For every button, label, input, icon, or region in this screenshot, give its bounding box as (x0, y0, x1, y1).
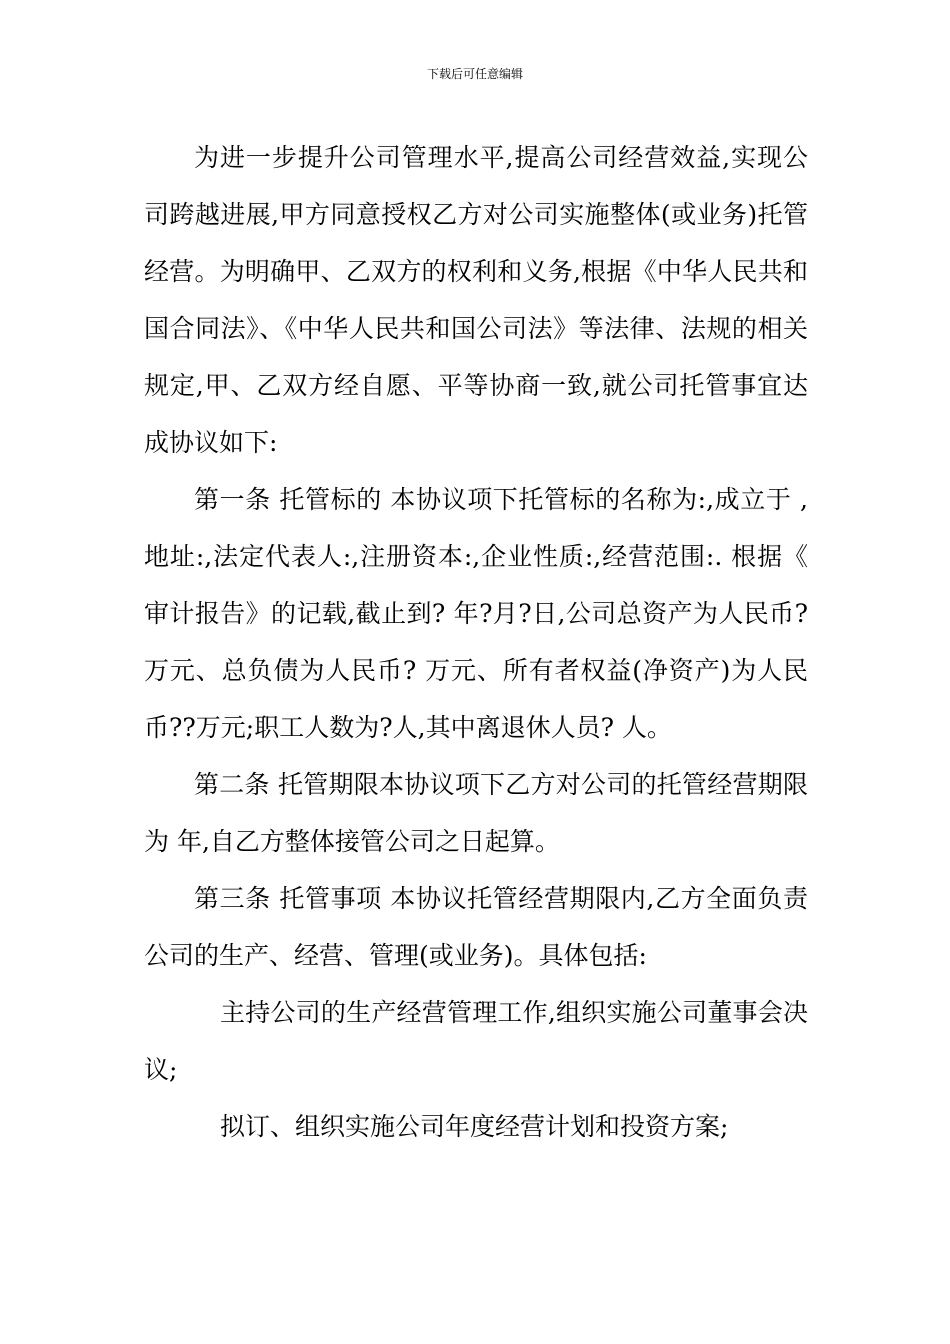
paragraph-article-3: 第三条 托管事项 本协议托管经营期限内,乙方全面负责公司的生产、经营、管理(或业务)。具体包括: (144, 884, 808, 970)
paragraph-item-1: 主持公司的生产经营管理工作,组织实施公司董事会决议; (144, 998, 808, 1084)
document-body (144, 129, 808, 1155)
page-header: 下载后可任意编辑 (426, 67, 523, 81)
paragraph-intro: 为进一步提升公司管理水平,提高公司经营效益,实现公司跨越进展,甲方同意授权乙方对公司实施整体(或业务)托管经营。为明确甲、乙双方的权利和义务,根据《中华人民共和国合同法》、《中华人民共和国公司法》等法律、法规的相关规定,甲、乙双方经自愿、平等协商一致,就公司托管事宜达成协议如下: (144, 143, 808, 457)
paragraph-article-2: 第二条 托管期限本协议项下乙方对公司的托管经营期限为 年,自乙方整体接管公司之日起算。 (144, 770, 808, 856)
paragraph-item-2: 拟订、组织实施公司年度经营计划和投资方案; (220, 1112, 729, 1141)
paragraph-article-1: 第一条 托管标的 本协议项下托管标的名称为:,成立于 ,地址:,法定代表人:,注册资本:,企业性质:,经营范围:. 根据《 审计报告》的记载,截止到? 年?月?日,公司总资产为人民币? 万元、总负债为人民币? 万元、所有者权益(净资产)为人民币??万元;职工人数为?人,其中离退休人员? 人。 (144, 485, 808, 742)
